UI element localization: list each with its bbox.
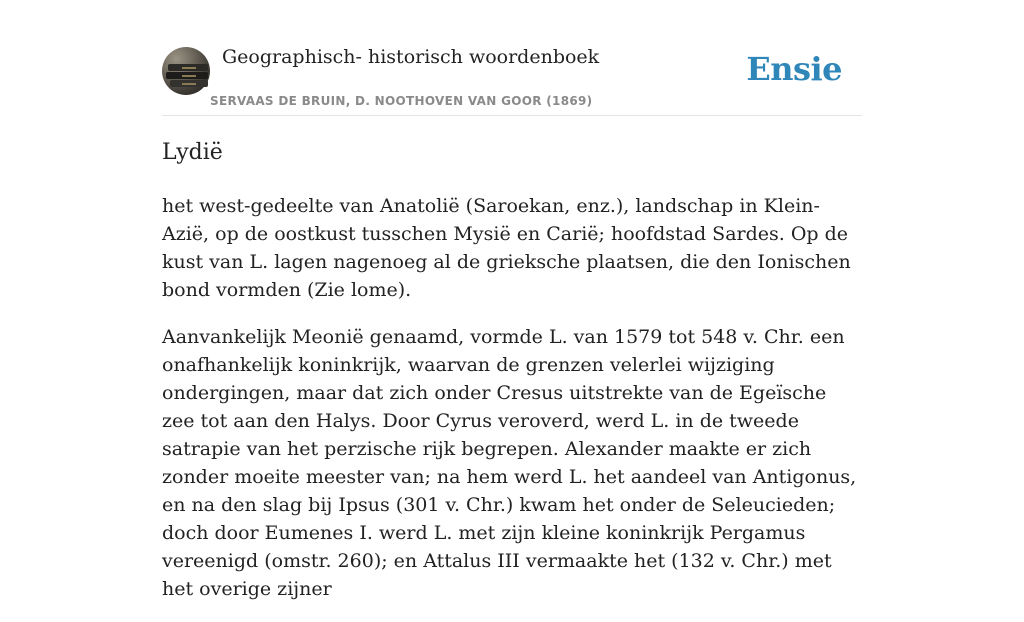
entry-body xyxy=(162,192,862,622)
dictionary-title[interactable]: Geographisch- historisch woordenboek xyxy=(222,46,600,68)
entry-title: Lydië xyxy=(162,140,223,165)
dictionary-header xyxy=(162,0,862,116)
page xyxy=(162,0,862,600)
brand-logo[interactable]: Ensie xyxy=(746,50,842,88)
dictionary-authors: SERVAAS DE BRUIN, D. NOOTHOVEN VAN GOOR (1869) xyxy=(210,94,593,108)
entry-paragraph: het west-gedeelte van Anatolië (Saroekan, enz.), landschap in Klein-Azië, op de oostkust tusschen Mysië en Carië; hoofdstad Sardes. Op de kust van L. lagen nagenoeg al de grieksche plaatsen, die den Ionischen bond vormden (Zie lome). xyxy=(162,195,851,301)
books-icon[interactable] xyxy=(162,47,210,95)
entry-paragraph: Aanvankelijk Meonië genaamd, vormde L. van 1579 tot 548 v. Chr. een onafhankelijk koninkrijk, waarvan de grenzen velerlei wijziging ondergingen, maar dat zich onder Cresus uitstrekte van de Egeïsche zee tot aan den Halys. Door Cyrus veroverd, werd L. in de tweede satrapie van het perzische rijk begrepen. Alexander maakte er zich zonder moeite meester van; na hem werd L. het aandeel van Antigonus, en na den slag bij Ipsus (301 v. Chr.) kwam het onder de Seleucieden; doch door Eumenes I. werd L. met zijn kleine koninkrijk Pergamus vereenigd (omstr. 260); en Attalus III vermaakte het (132 v. Chr.) met het overige zijner xyxy=(162,326,857,600)
